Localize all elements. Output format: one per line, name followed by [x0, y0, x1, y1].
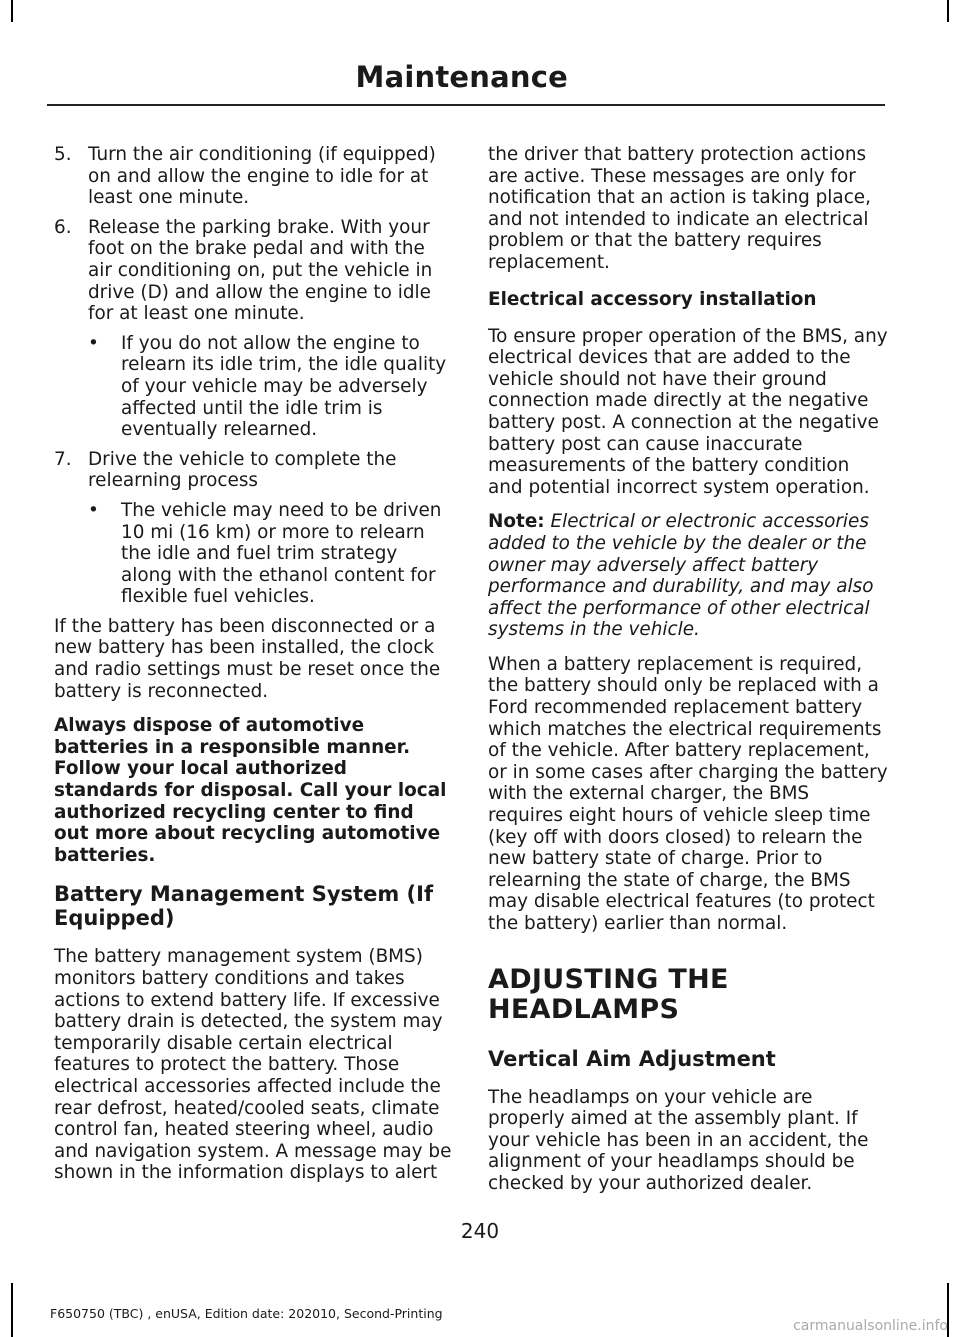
header-divider — [47, 104, 885, 106]
paragraph-bms: The battery management system (BMS) monitors battery conditions and takes actions to extend battery life. If excessive battery drain is detected, the system may temporarily disable certain electrical features to protect the battery. Those electrical accessories affected include the rear defrost, heated/cooled seats, climate control fan, heated steering wheel, audio and navigation system. A message may be shown in the information displays to alert — [54, 946, 452, 1184]
bullet-text: The vehicle may need to be driven 10 mi (16 km) or more to relearn the idle and fuel trim strategy along with the ethanol content for flexible fuel vehicles. — [121, 499, 442, 608]
bullet-text: If you do not allow the engine to relearn its idle trim, the idle quality of your vehicle may be adversely affected until the idle trim is eventually relearned. — [121, 332, 447, 441]
crop-mark-top-left — [11, 0, 13, 22]
paragraph-reset-settings: If the battery has been disconnected or a new battery has been installed, the clock and radio settings must be reset once the battery is reconnected. — [54, 615, 441, 702]
list-text: Drive the vehicle to complete the relearning process — [88, 448, 397, 492]
bullet-symbol: • — [88, 499, 99, 521]
bullet-item-idle-trim — [88, 333, 454, 441]
list-number: 7. — [54, 448, 72, 470]
paragraph-battery-replacement: When a battery replacement is required, the battery should only be replaced with a Ford recommended replacement battery which matches the electrical requirements of the vehicle. After battery replacement, or in some cases after charging the battery with the external charger, the BMS requires eight hours of vehicle sleep time (key off with doors closed) to relearn the new battery state of charge. Prior to relearning the state of charge, the BMS may disable electrical features (to protect the battery) earlier than normal. — [488, 653, 888, 934]
paragraph-headlamps: The headlamps on your vehicle are properly aimed at the assembly plant. If your vehicle has been in an accident, the alignment of your headlamps should be checked by your authorized dealer. — [488, 1086, 869, 1194]
bullet-symbol: • — [88, 332, 99, 354]
crop-mark-bottom-left — [11, 1283, 13, 1337]
right-column — [488, 144, 888, 1208]
paragraph-dispose-batteries: Always dispose of automotive batteries in a responsible manner. Follow your local authorized standards for disposal. Call your local authorized recycling center to find out more about recycling automotive batteries. — [54, 715, 447, 866]
heading-vertical-aim-adjustment: Vertical Aim Adjustment — [488, 1046, 776, 1071]
list-item-5 — [54, 144, 454, 209]
list-text: Turn the air conditioning (if equipped) on and allow the engine to idle for at least one minute. — [88, 144, 436, 209]
heading-electrical-accessory-installation: Electrical accessory installation — [488, 288, 817, 310]
list-number: 6. — [54, 216, 72, 238]
page-title: Maintenance — [355, 60, 568, 94]
note — [488, 511, 888, 641]
left-column — [54, 144, 454, 1197]
list-item-6 — [54, 217, 454, 325]
list-number: 5. — [54, 144, 72, 165]
paragraph-bms-continued: the driver that battery protection actions are active. These messages are only for notification that an action is taking place, and not intended to indicate an electrical problem or that the battery requires replacement. — [488, 144, 871, 273]
page-number: 240 — [460, 1219, 500, 1243]
crop-mark-top-right — [947, 0, 949, 22]
list-text: Release the parking brake. With your foot on the brake pedal and with the air conditioning on, put the vehicle in drive (D) and allow the engine to idle for at least one minute. — [88, 216, 433, 325]
footer-edition-info: F650750 (TBC) , enUSA, Edition date: 202010, Second-Printing — [50, 1306, 443, 1321]
bullet-item-drive-distance — [88, 500, 454, 608]
note-label: Note: — [488, 511, 545, 533]
heading-adjusting-the-headlamps: ADJUSTING THE HEADLAMPS — [488, 963, 729, 1025]
heading-battery-management-system: Battery Management System (If Equipped) — [54, 882, 434, 931]
paragraph-accessory-installation: To ensure proper operation of the BMS, any electrical devices that are added to the vehicle should not have their ground connection made directly at the negative battery post. A connection at the negative battery post can cause inaccurate measurements of the battery condition and potential incorrect system operation. — [488, 325, 888, 498]
note-text: Electrical or electronic accessories added to the vehicle by the dealer or the owner may adversely affect battery performance and durability, and may also affect the performance of other electrical systems in the vehicle. — [488, 511, 874, 641]
list-item-7 — [54, 449, 454, 492]
watermark: carmanualsonline.info — [793, 1318, 948, 1334]
